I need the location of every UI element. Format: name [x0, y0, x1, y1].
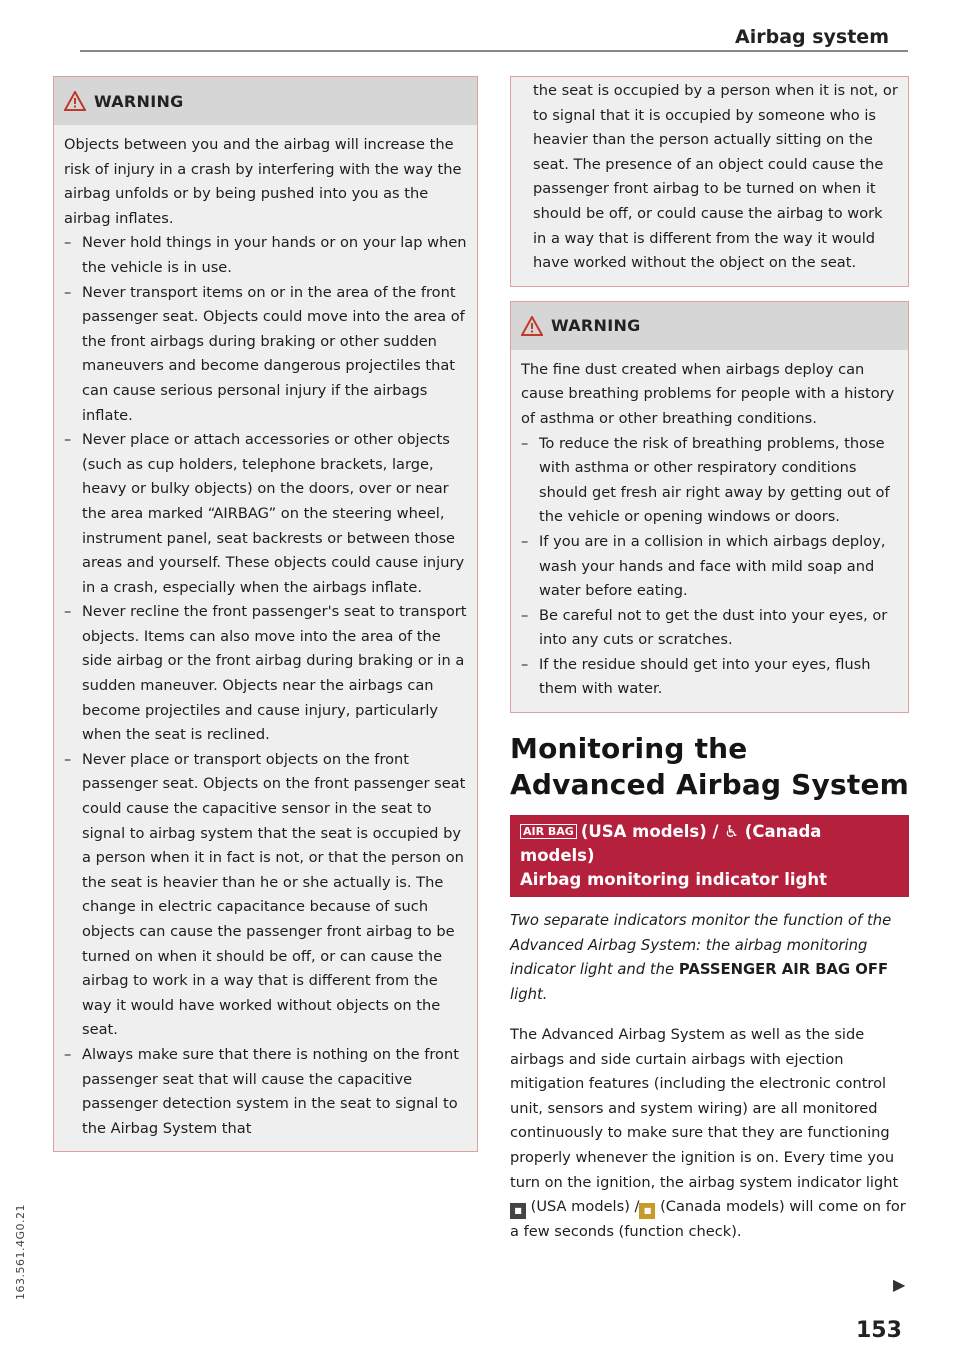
- warning-item: – Be careful not to get the dust into your eyes, or into any cuts or scratches.: [521, 604, 898, 653]
- warning-list: [521, 432, 898, 703]
- body-text-c: (Canada models) will come on for a few seconds (function check).: [510, 1198, 906, 1240]
- airbag-usa-indicator-icon: ■: [510, 1203, 526, 1219]
- warning-item: – Never hold things in your hands or on your lap when the vehicle is in use.: [64, 231, 467, 280]
- warning-box-dust: [510, 301, 909, 713]
- left-column: [53, 76, 478, 1152]
- document-code: 163.561.4G0.21: [14, 1204, 27, 1300]
- section-body: [510, 1023, 909, 1244]
- body-text-b: (USA models) /: [530, 1198, 640, 1216]
- body-text-a: The Advanced Airbag System as well as the side airbags and side curtain airbags with ejection mitigation features (including the electronic control unit, sensors and system wiring) are all monitored continuously to make sure that they are functioning properly whenever the ignition is on. Every time you turn on the ignition, the airbag system indicator light: [510, 1026, 899, 1191]
- warning-item: – Never transport items on or in the area of the front passenger seat. Objects could move into the area of the front airbags during braking or other sudden maneuvers and become dangerous projectiles that can cause serious personal injury if the airbags inflate.: [64, 281, 467, 429]
- airbag-canada-icon: ♿: [724, 822, 740, 842]
- intro-bold: PASSENGER AIR BAG OFF: [678, 961, 889, 979]
- warning-triangle-icon: [64, 91, 86, 111]
- page-number: 153: [856, 1318, 902, 1343]
- warning-box-objects: [53, 76, 478, 1152]
- warning-header: [511, 302, 908, 350]
- airbag-canada-indicator-icon: ■: [639, 1203, 655, 1219]
- warning-body: [511, 350, 908, 712]
- warning-body: [54, 125, 477, 1151]
- intro-text: Two separate indicators monitor the function of the Advanced Airbag System: the airbag monitoring indicator light and the: [510, 912, 892, 979]
- warning-intro: The fine dust created when airbags deploy can cause breathing problems for people with a history of asthma or other breathing conditions.: [521, 360, 895, 427]
- warning-item: – To reduce the risk of breathing problems, those with asthma or other respiratory conditions should get fresh air right away by getting out of the vehicle or opening windows or doors.: [521, 432, 898, 530]
- warning-heading: WARNING: [551, 316, 641, 336]
- subheading-usa: (USA models) /: [580, 822, 719, 842]
- warning-item: – Never place or attach accessories or other objects (such as cup holders, telephone brackets, large, heavy or bulky objects) on the doors, over or near the area marked “AIRBAG” on the steering wheel, instrument panel, seat backrests or between those areas and yourself. These objects could cause injury in a crash, especially when the airbags inflate.: [64, 428, 467, 600]
- airbag-usa-icon: AIR BAG: [520, 824, 577, 839]
- warning-triangle-icon: [521, 316, 543, 336]
- section-title: Monitoring the Advanced Airbag System: [510, 732, 910, 802]
- subsection-heading: [510, 815, 909, 897]
- subheading-canada: (Canada models): [520, 822, 822, 866]
- section-intro: [510, 909, 909, 1007]
- warning-item: – If the residue should get into your eyes, flush them with water.: [521, 653, 898, 702]
- warning-item: – Never place or transport objects on the front passenger seat. Objects on the front passenger seat could cause the capacitive sensor in the seat to signal to airbag system that the seat is occupied by a person when it in fact is not, or that the person on the seat is heavier than he or she actually is. The change in electric capacitance because of such objects can cause the passenger front airbag to be turned on when it should be off, or can cause the airbag to work in a way that is different from the way it would have worked without objects on the seat.: [64, 748, 467, 1043]
- warning-item: – Never recline the front passenger's seat to transport objects. Items can also move into the area of the side airbag or the front airbag during braking or in a sudden maneuver. Objects near the airbags can become projectiles and cause injury, particularly when the seat is reclined.: [64, 600, 467, 748]
- running-header: Airbag system: [735, 26, 889, 48]
- warning-heading: WARNING: [94, 91, 184, 111]
- warning-continued-body: [511, 77, 908, 286]
- intro-end: light.: [510, 985, 548, 1003]
- warning-item: – If you are in a collision in which airbags deploy, wash your hands and face with mild soap and water before eating.: [521, 530, 898, 604]
- right-column: [510, 76, 909, 1244]
- warning-header: [54, 77, 477, 125]
- warning-box-continued: [510, 76, 909, 287]
- warning-continued-text: the seat is occupied by a person when it is not, or to signal that it is occupied by someone who is heavier than the person actually sitting on the seat. The presence of an object could cause the passenger front airbag to be turned on when it should be off, or could cause the airbag to work in a way that is different from the way it would have worked without the object on the seat.: [533, 82, 898, 272]
- continue-arrow-icon: ▶: [893, 1275, 906, 1294]
- subheading-line2: Airbag monitoring indicator light: [520, 870, 827, 890]
- header-rule: [80, 50, 908, 52]
- warning-intro: Objects between you and the airbag will increase the risk of injury in a crash by interfering with the way the airbag unfolds or by being pushed into you as the airbag inflates.: [64, 136, 462, 227]
- warning-list: [64, 231, 467, 1141]
- warning-item: – Always make sure that there is nothing on the front passenger seat that will cause the capacitive passenger detection system in the seat to signal to the Airbag System that: [64, 1043, 467, 1141]
